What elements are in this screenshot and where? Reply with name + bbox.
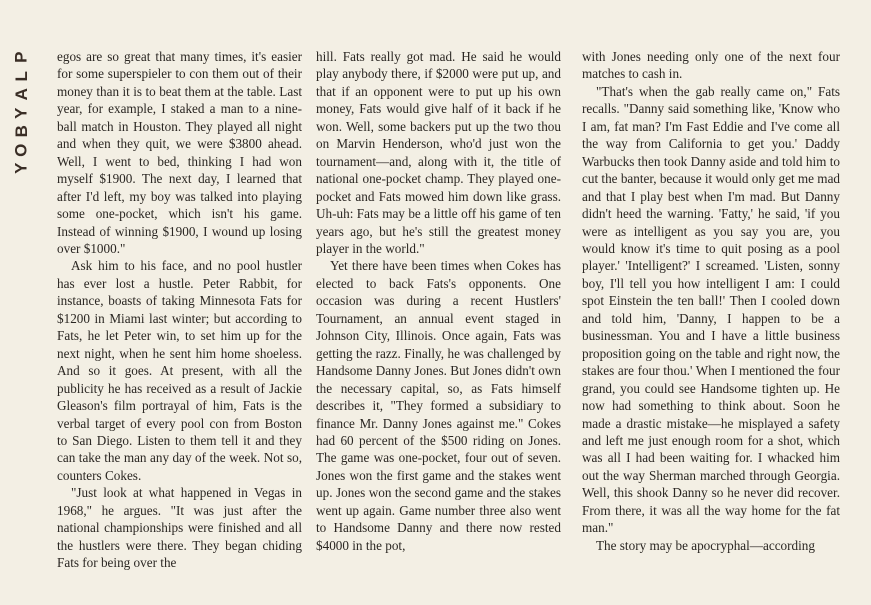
text-column-2 bbox=[316, 48, 561, 554]
paragraph: The story may be apocryphal—according bbox=[596, 537, 815, 553]
text-column-1 bbox=[57, 48, 302, 572]
paragraph: Ask him to his face, and no pool hustler has ever lost a hustle. Peter Rabbit, for instance, boasts of taking Minnesota Fats for $1200 in Miami last winter; but according to Fats, he let Peter win, to set him up for the next night, when he sent him home shoeless. And so it goes. At present, with all the publicity he has received as a result of Jackie Gleason's film portrayal of him, Fats is the verbal target of every pool con from Boston to San Diego. Listen to them tell it and they can take the man any day of the week. Not so, counters Cokes. bbox=[57, 258, 302, 483]
side-letter: O bbox=[11, 143, 31, 157]
side-letter: Y bbox=[11, 162, 31, 174]
side-letter: P bbox=[11, 51, 31, 63]
magazine-side-label bbox=[9, 48, 35, 178]
side-letter: L bbox=[11, 70, 31, 81]
side-letter: Y bbox=[11, 107, 31, 119]
paragraph: "That's when the gab really came on," Fats recalls. "Danny said something like, 'Know who I am, fat man? I'm Fast Eddie and I've come all the way from California to get you.' Daddy Warbucks then took Danny aside and told him to cut the banter, because it would only get me mad and that I play best when I'm mad. But Danny didn't heed the warning. 'Fatty,' he said, 'if you were as intelligent as you say you are, you would know it's time to quit posing as a pool player.' 'Intelligent?' I screamed. 'Listen, sonny boy, I'll tell you how intelligent I am: I could spot Einstein the ten ball!' Then I cooled down and told him, 'Danny, I happen to be a businessman. You and I have a little business proposition going on the table and right now, the stakes are four thou.' When I mentioned the four grand, you could see Handsome tighten up. He now had something to think about. Soon he made a drastic mistake—he misplayed a safety and left me just enough room for a shot, which was all I had been waiting for. I whacked him out the way Sherman marched through Georgia. Well, this shook Danny so he never did recover. From there, it was all the way home for the fat man." bbox=[582, 83, 841, 536]
side-letter: A bbox=[11, 88, 31, 101]
paragraph: hill. Fats really got mad. He said he would play anybody there, if $2000 were put up, and that if an opponent were to put up his own money, Fats would give half of it back if he won. Well, some backers put up the two thou on Marvin Henderson, who'd just won the tournament—and, along with it, the title of national one-pocket champ. They played one-pocket and Fats mowed him down like grass. Uh-uh: Fats may be a little off his game of ten years ago, but he's still the greatest money player in the world." bbox=[316, 49, 561, 256]
paragraph: egos are so great that many times, it's easier for some superspieler to con them out of their money than it is to beat them at the table. Last year, for example, I staked a man to a nine-ball match in Houston. They played all night and when they quit, we were $3800 ahead. Well, I went to bed, thinking I had won myself $1900. The next day, I learned that after I'd left, my boy was talked into playing some one-pocket, which isn't his game. Instead of winning $1900, I wound up losing over $1000." bbox=[57, 49, 302, 256]
paragraph: Yet there have been times when Cokes has elected to back Fats's opponents. One occasion was during a recent Hustlers' Tournament, an annual event staged in Johnson City, Illinois. Once again, Fats was getting the razz. Finally, he was challenged by Handsome Danny Jones. But Jones didn't own the necessary capital, so, as Fats himself describes it, "They formed a subsidiary to finance Mr. Danny Jones against me." Cokes had 60 percent of the $500 riding on Jones. The game was one-pocket, four out of seven. Jones won the first game and the stakes went up. Jones won the second game and the stakes went up again. Game number three also went to Handsome Danny and there now rested $4000 in the pot, bbox=[316, 258, 561, 553]
text-column-3 bbox=[582, 48, 840, 554]
side-letter: B bbox=[11, 125, 31, 138]
paragraph: "Just look at what happened in Vegas in 1968," he argues. "It was just after the national championships were finished and all the hustlers were there. They began chiding Fats for being over the bbox=[57, 485, 302, 571]
paragraph: with Jones needing only one of the next four matches to cash in. bbox=[582, 49, 840, 82]
